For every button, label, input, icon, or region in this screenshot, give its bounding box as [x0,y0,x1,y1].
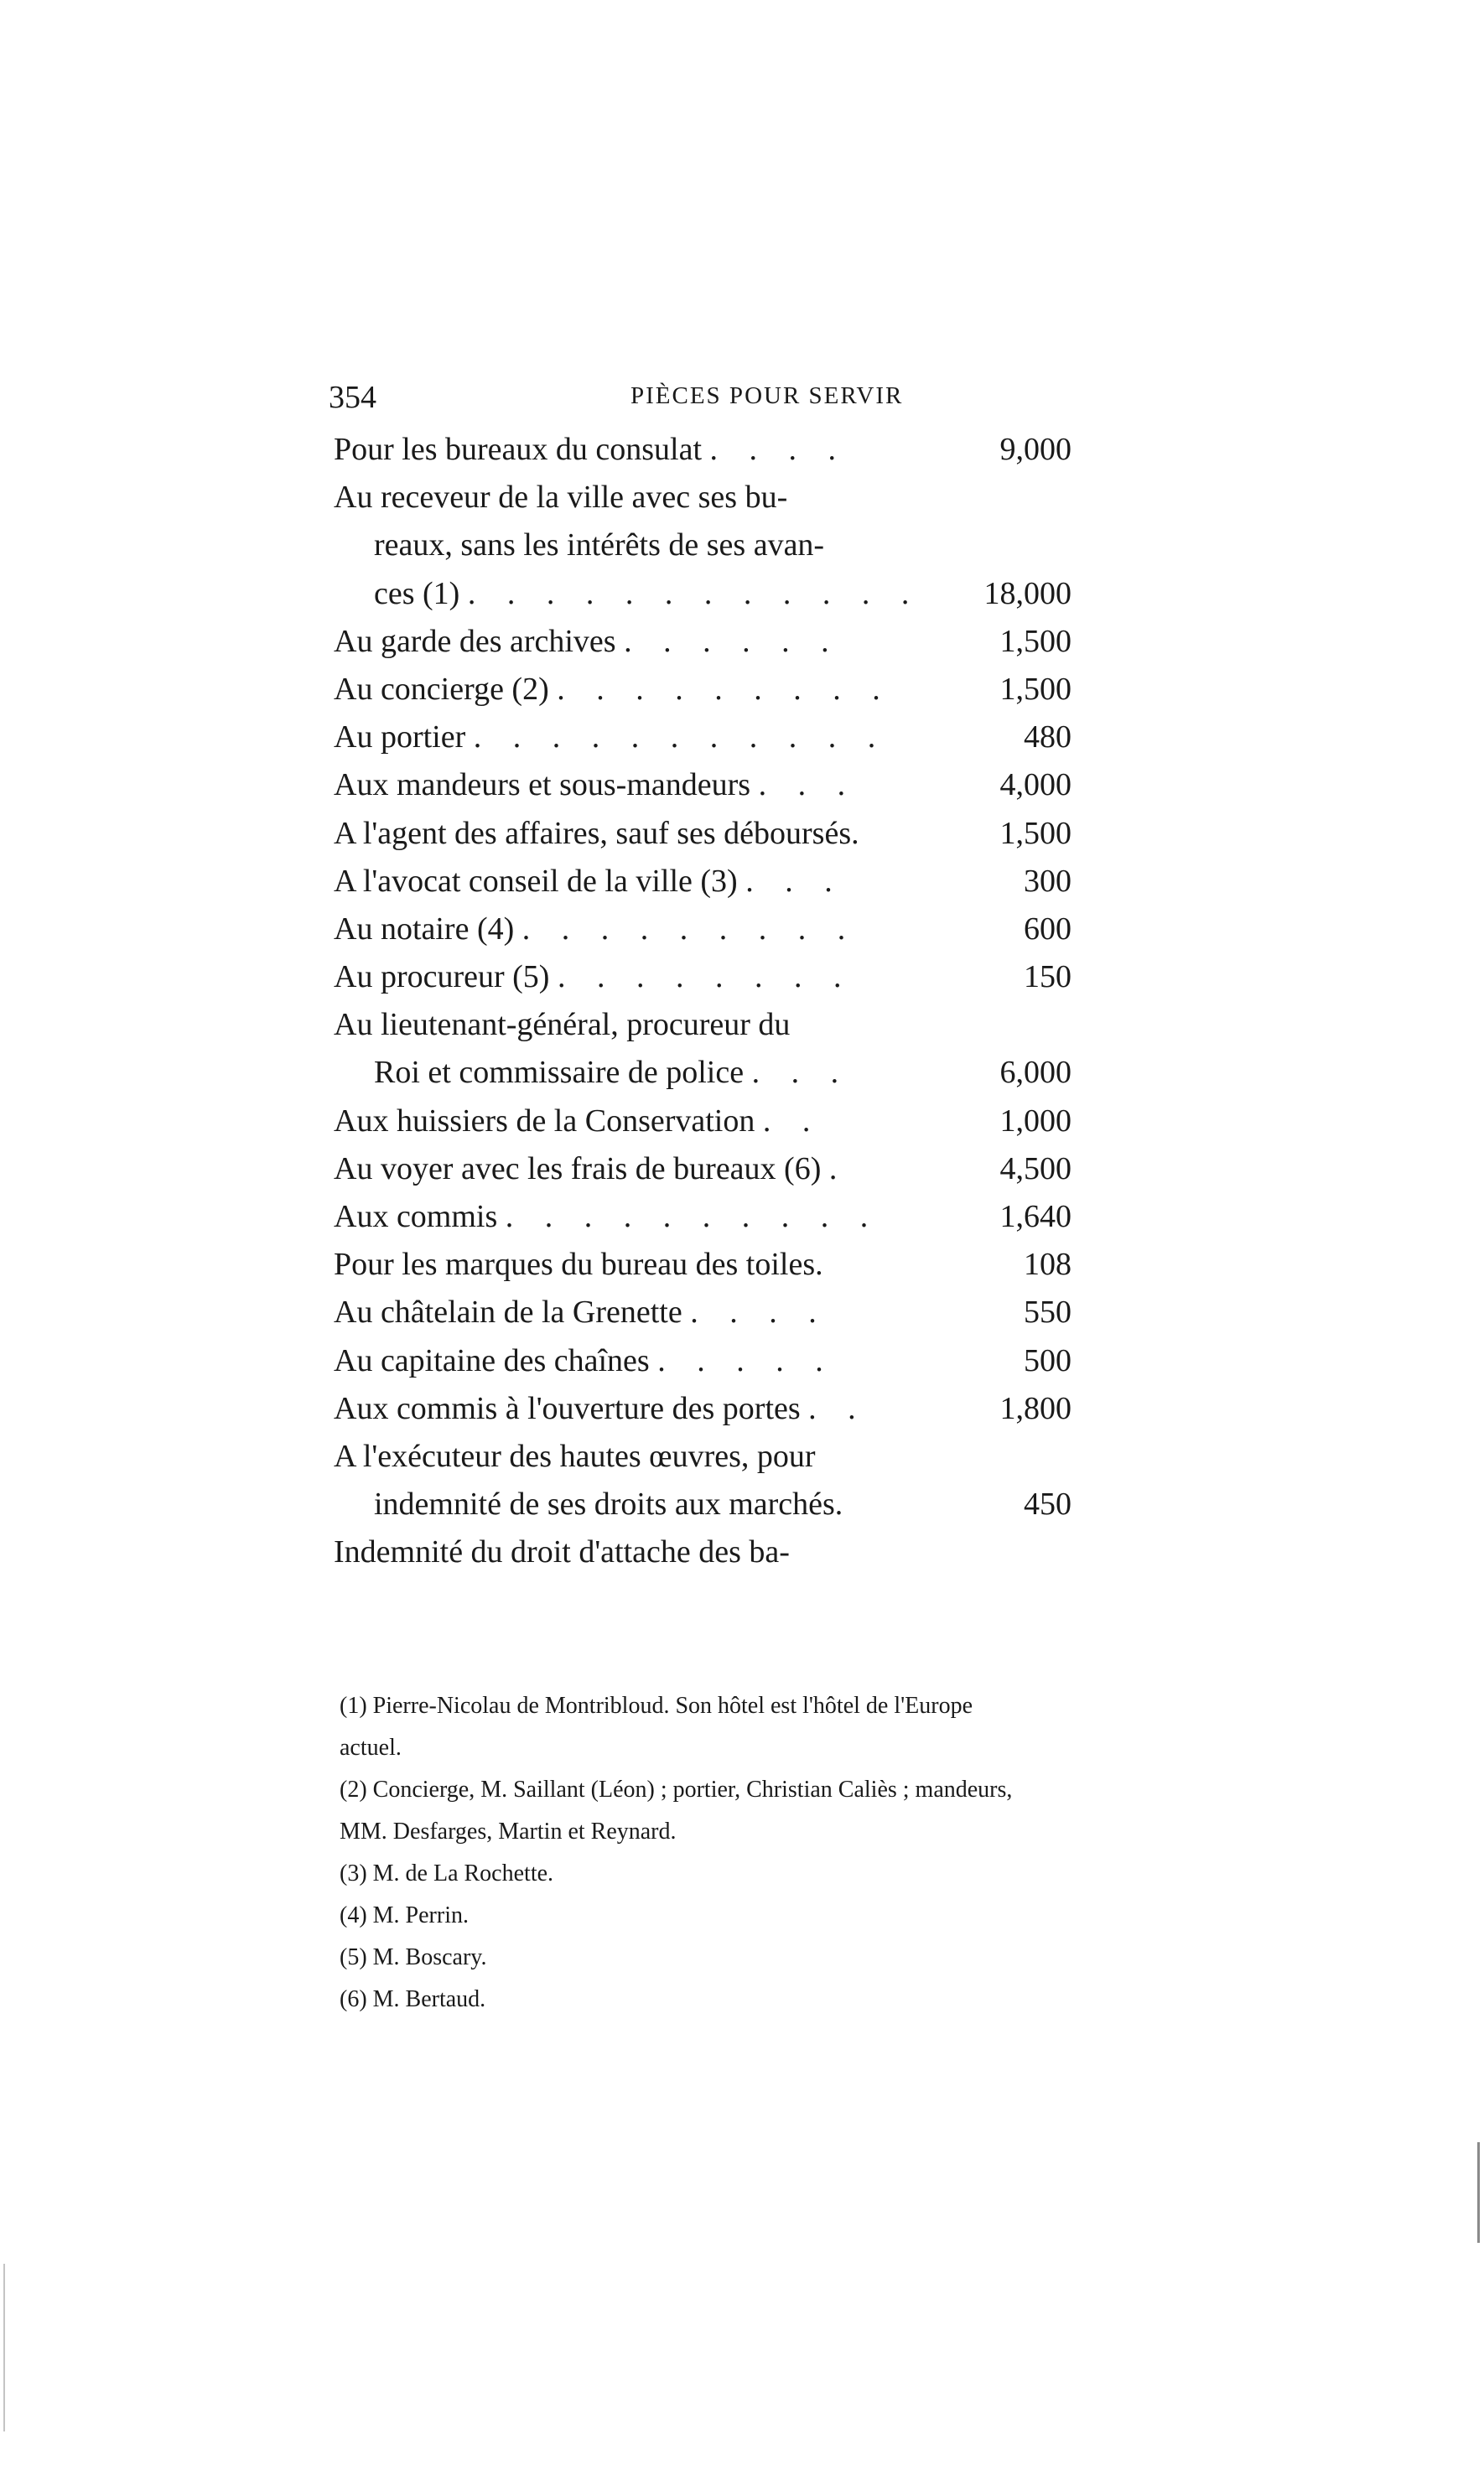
dot-leader: . . . [758,767,858,803]
ledger-line [334,1337,1088,1385]
dot-leader: . . . . . . . . . . [505,1199,880,1234]
entry-label: Au procureur (5) [334,959,550,995]
ledger-line [334,1098,1088,1145]
ledger-line [334,1481,1088,1528]
entry-label: reaux, sans les intérêts de ses avan- [374,527,825,563]
entry-amount: 1,500 [999,623,1071,659]
dot-leader: . [828,1150,849,1186]
page-number: 354 [329,380,376,415]
dot-leader: . . . . . . . . . [557,671,892,707]
entry-amount: 1,500 [999,815,1071,851]
ledger-line [334,1049,1088,1097]
entry-label: ces (1) [374,575,460,611]
entry-amount: 500 [1024,1342,1071,1378]
entry-amount: 9,000 [999,432,1071,467]
entry-amount: 480 [1024,719,1071,755]
entry-amount: 1,640 [999,1199,1071,1234]
dot-leader: . . . . . . [624,623,841,659]
ledger-line [334,1528,1088,1576]
entry-label: Au concierge (2) [334,671,549,707]
entry-label: Aux huissiers de la Conservation [334,1103,755,1139]
entry-label: A l'agent des affaires, sauf ses déboursés. [334,815,859,851]
entry-amount: 1,800 [999,1390,1071,1426]
ledger-line [334,666,1088,714]
scan-edge-mark [1477,2142,1480,2243]
entry-label: indemnité de ses droits aux marchés. [374,1487,843,1523]
dot-leader: . . . . . . . . . . . . [467,575,921,611]
footnote: (3) M. de La Rochette. [340,1860,554,1886]
entry-label: A l'avocat conseil de la ville (3) [334,863,738,899]
entry-label: Au châtelain de la Grenette [334,1295,682,1331]
entry-label: Pour les bureaux du consulat [334,432,703,467]
ledger-line [334,761,1088,809]
dot-leader: . . [808,1390,868,1426]
footnote: (1) Pierre-Nicolau de Montribloud. Son hôtel est l'hôtel de l'Europe [340,1693,973,1719]
ledger-line [334,858,1088,906]
dot-leader: . . . . . . . . [557,959,854,995]
dot-leader: . . . . [690,1295,828,1331]
entry-amount: 108 [1024,1247,1071,1283]
ledger-line [334,906,1088,953]
ledger-line [334,1289,1088,1336]
entry-label: Roi et commissaire de police [374,1055,745,1091]
entry-label: A l'exécuteur des hautes œuvres, pour [334,1438,816,1474]
footnote: (4) M. Perrin. [340,1902,469,1928]
footnote: (6) M. Bertaud. [340,1986,486,2012]
entry-label: Au portier [334,719,466,755]
ledger-line [334,714,1088,761]
dot-leader: . . . [745,863,844,899]
entry-label: Au capitaine des chaînes [334,1342,650,1378]
entry-label: Indemnité du droit d'attache des ba- [334,1534,790,1570]
entry-label: Aux commis à l'ouverture des portes [334,1390,801,1426]
ledger-line [334,810,1088,858]
footnote-continuation: MM. Desfarges, Martin et Reynard. [340,1819,677,1845]
footnote: (5) M. Boscary. [340,1944,487,1970]
entry-label: Au receveur de la ville avec ses bu- [334,480,788,516]
ledger-line [334,1145,1088,1193]
footnote-continuation: actuel. [340,1735,402,1761]
ledger-line [334,618,1088,666]
entry-amount: 150 [1024,959,1071,995]
ledger-line [334,1433,1088,1481]
entry-label: Pour les marques du bureau des toiles. [334,1247,823,1283]
entry-amount: 4,000 [999,767,1071,803]
ledger-line [334,1001,1088,1049]
ledger-line [334,426,1088,474]
entry-amount: 4,500 [999,1150,1071,1186]
dot-leader: . . . [751,1055,851,1091]
dot-leader: . . [762,1103,822,1139]
entry-amount: 1,500 [999,671,1071,707]
dot-leader: . . . . [709,432,848,467]
dot-leader: . . . . . . . . . . . [473,719,888,755]
ledger-line [334,1241,1088,1289]
footnotes [340,1685,1266,2021]
ledger-line [334,953,1088,1001]
ledger-line [334,1385,1088,1433]
dot-leader: . . . . . . . . . [521,911,858,947]
ledger-line [334,570,1088,618]
entry-label: Aux mandeurs et sous-mandeurs [334,767,751,803]
page-header [329,379,1066,421]
dot-leader: . . . . . [657,1342,835,1378]
entry-amount: 600 [1024,911,1071,947]
entry-amount: 550 [1024,1295,1071,1331]
entry-amount: 6,000 [999,1055,1071,1091]
ledger-line [334,474,1088,522]
scan-edge-mark [3,2264,5,2431]
footnote: (2) Concierge, M. Saillant (Léon) ; portier, Christian Caliès ; mandeurs, [340,1777,1013,1803]
entry-amount: 300 [1024,863,1071,899]
entry-amount: 450 [1024,1487,1071,1523]
entry-label: Aux commis [334,1199,498,1234]
entry-label: Au lieutenant-général, procureur du [334,1007,791,1043]
entry-amount: 18,000 [983,575,1071,611]
entry-label: Au garde des archives [334,623,616,659]
entry-amount: 1,000 [999,1103,1071,1139]
expense-ledger [334,426,1088,1577]
ledger-line [334,522,1088,569]
entry-label: Au voyer avec les frais de bureaux (6) [334,1150,822,1186]
running-title: PIÈCES POUR SERVIR [630,382,904,409]
entry-label: Au notaire (4) [334,911,515,947]
ledger-line [334,1193,1088,1241]
